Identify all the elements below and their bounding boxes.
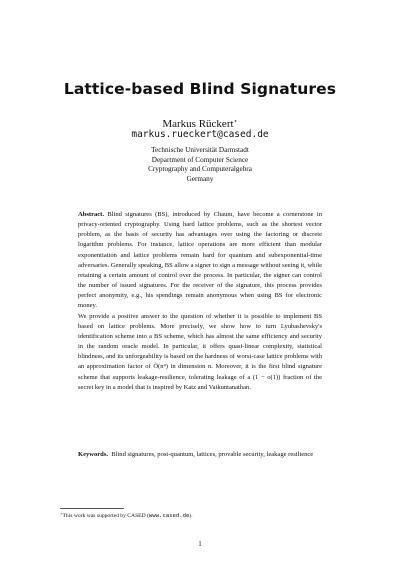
affiliation-line: Germany	[186, 174, 214, 183]
paper-title: Lattice-based Blind Signatures	[63, 80, 337, 98]
abstract	[78, 210, 322, 393]
footnote-rule	[60, 508, 124, 509]
footnote-link[interactable]: www.cased.de	[148, 513, 190, 519]
abstract-paragraph-1	[78, 210, 322, 312]
author-name-text: Markus Rückert	[162, 118, 234, 130]
abstract-math: Õ(n⁴)	[153, 363, 168, 371]
footnote	[60, 511, 340, 519]
keywords	[78, 450, 322, 460]
abstract-text-2b: in dimension n. Moreover, it is the first blind signature scheme that supports leakage-resilience, tolerating leakage of a (1 − o(1)) fraction of the secret key in a model that is inspired by Katz and Vaikuntanathan.	[78, 363, 322, 391]
abstract-label: Abstract.	[78, 211, 104, 218]
author-email: markus.rueckert@cased.de	[131, 129, 269, 140]
page-number: 1	[198, 540, 202, 548]
footnote-text: This work was supported by CASED (	[62, 513, 149, 519]
affiliation-line: Department of Computer Science	[151, 155, 249, 164]
footnote-end: ).	[189, 513, 193, 519]
author-footnote-mark: ⋆	[233, 118, 238, 125]
footnote-mark: ⋆	[60, 511, 63, 516]
abstract-paragraph-2	[78, 312, 322, 393]
affiliation-block	[0, 146, 400, 184]
affiliation-line: Cryptography and Computeralgebra	[148, 165, 252, 174]
affiliation-line: Technische Universität Darmstadt	[151, 146, 249, 154]
keywords-label: Keywords.	[78, 451, 109, 458]
keywords-text: Blind signatures, post-quantum, lattices, provable security, leakage resilience	[111, 451, 314, 458]
abstract-text-2a: We provide a positive answer to the question of whether it is possible to implement BS based on lattice problems. More precisely, we show how to turn Lyubashevsky's identification scheme into a BS scheme, which has almost the same efficiency and security in the random oracle model. In particular, it offers quasi-linear complexity, statistical blindness, and its unforgeability is based on the hardness of worst-case lattice problems with an approximation factor of	[78, 312, 322, 371]
abstract-text-1: Blind signatures (BS), introduced by Chaum, have become a cornerstone in privacy-oriented cryptography. Using hard lattice problems, such as the shortest vector problem, as the basis of security has advantages over using the factoring or discrete logarithm problems. For instance, lattice operations are more efficient than modular exponentiation and lattice problems remain hard for quantum and subexponential-time adversaries. Generally speaking, BS allow a signer to sign a message without seeing it, while retaining a certain amount of control over the process. In particular, the signer can control the number of issued signatures. For the receiver of the signature, this process provides perfect anonymity, e.g., his spendings remain anonymous when using BS for electronic money.	[78, 211, 322, 310]
